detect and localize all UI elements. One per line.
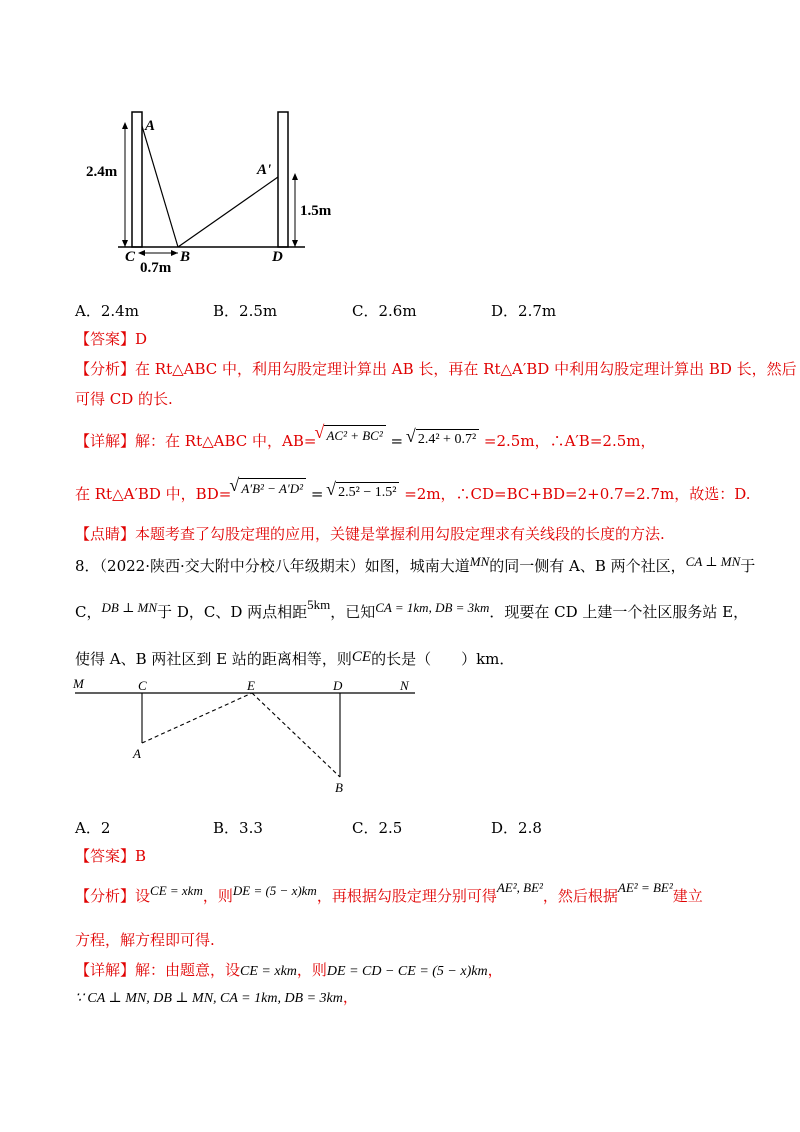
analysis-text: ，则 xyxy=(202,887,233,905)
q7-option-a[interactable]: A．2.4m xyxy=(75,302,139,320)
detail2-text-a: 在 Rt△A′BD 中，BD= xyxy=(75,485,232,503)
sqrt-radicand: AC² + BC² xyxy=(326,428,383,443)
analysis-tag: 【分析】 xyxy=(75,360,136,378)
equals-sign: = xyxy=(306,485,329,503)
q8-option-a[interactable]: A．2 xyxy=(75,819,111,837)
fig2-label-n: N xyxy=(400,678,409,693)
comment-tag: 【点睛】 xyxy=(75,525,136,543)
q8-ca-perp: CA ⊥ MN xyxy=(685,554,741,569)
q8-ce: CE xyxy=(351,649,372,665)
answer-tag: 【答案】 xyxy=(75,330,136,348)
q8-option-c[interactable]: C．2.5 xyxy=(352,819,403,837)
sqrt-radicand: A′B² − A′D² xyxy=(241,481,304,496)
q8-an-de: DE = (5 − x)km xyxy=(232,883,317,898)
q8-stem-text: C， xyxy=(75,603,102,621)
q8-an-ce: CE = xkm xyxy=(150,883,203,898)
q8-mn: MN xyxy=(469,554,490,569)
analysis-text: ，然后根据 xyxy=(542,887,618,905)
analysis-tag: 【分析】 xyxy=(75,887,136,905)
q8-analysis-line1 xyxy=(75,880,703,907)
q7-detail-line2 xyxy=(75,481,751,506)
sqrt-radicand-values: 2.4² + 0.7² xyxy=(417,432,477,447)
answer-value: D xyxy=(135,330,148,348)
q8-detail-line1 xyxy=(75,960,503,982)
fig2-label-e: E xyxy=(247,678,255,693)
ladder-figure xyxy=(80,110,360,275)
fig1-label-c: C xyxy=(125,249,136,265)
q7-analysis-line2: 可得 CD 的长. xyxy=(75,390,173,408)
q8-stem-text: ，已知 xyxy=(330,603,376,621)
q8-answer xyxy=(75,846,146,866)
q7-answer xyxy=(75,329,147,349)
q8-an-equation: AE² = BE² xyxy=(617,880,673,895)
detail-text: ， xyxy=(487,961,503,979)
q7-option-c[interactable]: C．2.6m xyxy=(352,302,417,320)
analysis-text: 设 xyxy=(135,887,151,905)
q8-db-perp: DB ⊥ MN xyxy=(101,600,158,615)
detail-text-a: 解：在 Rt△ABC 中，AB= xyxy=(135,432,317,450)
analysis-text: ，再根据勾股定理分别可得 xyxy=(316,887,497,905)
q8-stem-text: 于 xyxy=(740,557,756,575)
fig1-dim-2-4m: 2.4m xyxy=(86,164,118,180)
q8-de-de: DE = CD − CE = (5 − x)km xyxy=(326,964,488,979)
q8-stem-text: 的同一侧有 A、B 两个社区， xyxy=(489,557,686,575)
road-figure xyxy=(75,680,425,795)
fig2-label-a: A xyxy=(133,746,141,761)
q8-de-ce: CE = xkm xyxy=(240,964,297,979)
analysis-text: 在 Rt△ABC 中，利用勾股定理计算出 AB 长，再在 Rt△A′BD 中利用勾股定理计算出 BD 长，然后 xyxy=(135,360,797,378)
q7-comment xyxy=(75,524,665,544)
fig1-label-d: D xyxy=(272,249,283,265)
detail2-text-b: =2m，∴CD=BC+BD=2+0.7=2.7m，故选：D. xyxy=(399,485,751,503)
q7-analysis-line1 xyxy=(75,359,797,379)
analysis-text: 建立 xyxy=(672,887,703,905)
q8-analysis-line2: 方程，解方程即可得. xyxy=(75,931,215,949)
q8-option-d[interactable]: D．2.8 xyxy=(491,819,542,837)
comment-text: 本题考查了勾股定理的应用，关键是掌握利用勾股定理求有关线段的长度的方法. xyxy=(135,525,665,543)
q8-5km: 5km xyxy=(307,597,331,612)
fig1-dim-0-7m: 0.7m xyxy=(140,260,172,276)
q8-stem-text: 使得 A、B 两社区到 E 站的距离相等，则 xyxy=(75,650,352,668)
q8-stem-text: 的长是（ ）km． xyxy=(371,650,515,668)
q7-option-b[interactable]: B．2.5m xyxy=(213,302,278,320)
sqrt-ab-ad xyxy=(239,478,306,499)
detail-text: ， xyxy=(342,988,358,1006)
fig2-label-d: D xyxy=(333,678,343,693)
q8-option-b[interactable]: B．3.3 xyxy=(213,819,263,837)
detail-text: 解：由题意，设 xyxy=(135,961,241,979)
q8-stem-text: 8．（2022·陕西·交大附中分校八年级期末）如图，城南大道 xyxy=(75,557,470,575)
q8-given-lengths: CA = 1km, DB = 3km xyxy=(375,600,490,615)
equals-sign: = xyxy=(385,432,408,450)
q8-stem-line1 xyxy=(75,556,755,577)
q8-an-squares: AE², BE² xyxy=(496,880,543,895)
detail-text: ，则 xyxy=(296,961,327,979)
detail-tag: 【详解】 xyxy=(75,961,136,979)
fig2-label-m: M xyxy=(73,676,84,691)
sqrt-values xyxy=(416,429,479,450)
q8-stem-text: 于 D，C、D 两点相距 xyxy=(157,603,308,621)
q8-stem-line2 xyxy=(75,597,749,623)
fig1-label-a-prime: A' xyxy=(257,162,272,178)
fig1-dim-1-5m: 1.5m xyxy=(300,203,332,219)
fig1-label-a: A xyxy=(145,118,156,134)
sqrt-values xyxy=(336,482,399,503)
sqrt-ac-bc xyxy=(324,425,385,446)
q8-de-given: ∵ CA ⊥ MN, DB ⊥ MN, CA = 1km, DB = 3km xyxy=(75,991,343,1006)
sqrt-radicand-values: 2.5² − 1.5² xyxy=(338,485,397,500)
q7-option-d[interactable]: D．2.7m xyxy=(491,302,557,320)
q8-stem-text: ．现要在 CD 上建一个社区服务站 E， xyxy=(489,603,749,621)
answer-value: B xyxy=(135,847,147,865)
answer-tag: 【答案】 xyxy=(75,847,136,865)
fig1-label-b: B xyxy=(180,249,191,265)
q7-detail-line1 xyxy=(75,428,656,453)
q8-detail-line2 xyxy=(75,987,358,1009)
fig2-label-b: B xyxy=(335,780,343,795)
detail-text-b: =2.5m，∴A′B=2.5m， xyxy=(479,432,656,450)
fig2-label-c: C xyxy=(138,678,147,693)
q8-stem-line3 xyxy=(75,649,514,670)
detail-tag: 【详解】 xyxy=(75,432,136,450)
